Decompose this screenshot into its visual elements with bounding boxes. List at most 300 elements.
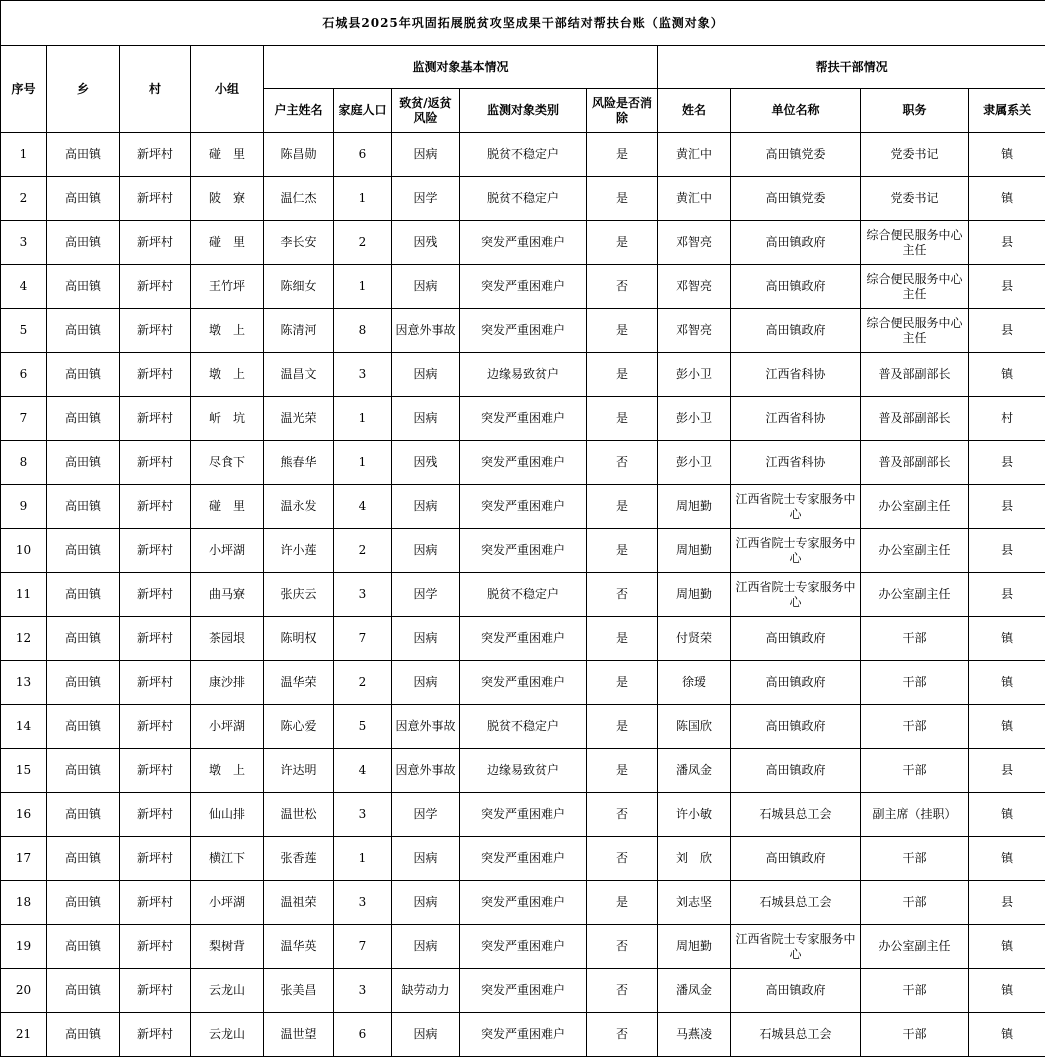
cell-township: 高田镇 [47, 617, 120, 661]
cell-category: 突发严重困难户 [460, 397, 587, 441]
cell-family-size: 5 [334, 705, 392, 749]
cell-cadre-name: 邓智亮 [658, 221, 731, 265]
cell-township: 高田镇 [47, 969, 120, 1013]
cell-index: 15 [1, 749, 47, 793]
cell-position: 党委书记 [861, 133, 969, 177]
cell-householder: 李长安 [264, 221, 334, 265]
cell-village: 新坪村 [120, 837, 191, 881]
cell-category: 突发严重困难户 [460, 441, 587, 485]
cell-cadre-name: 潘凤金 [658, 749, 731, 793]
cell-unit: 高田镇政府 [731, 969, 861, 1013]
cell-category: 脱贫不稳定户 [460, 573, 587, 617]
cell-risk: 因意外事故 [392, 705, 460, 749]
cell-eliminated: 是 [587, 177, 658, 221]
header-village: 村 [120, 46, 191, 133]
cell-group: 尽食下 [191, 441, 264, 485]
cell-risk: 因残 [392, 221, 460, 265]
cell-family-size: 2 [334, 221, 392, 265]
cell-group: 横江下 [191, 837, 264, 881]
cell-index: 2 [1, 177, 47, 221]
cell-unit: 江西省院士专家服务中心 [731, 485, 861, 529]
cell-cadre-name: 黄汇中 [658, 177, 731, 221]
cell-affiliation: 县 [969, 485, 1045, 529]
cell-village: 新坪村 [120, 529, 191, 573]
cell-risk: 缺劳动力 [392, 969, 460, 1013]
cell-group: 小坪湖 [191, 705, 264, 749]
cell-cadre-name: 许小敏 [658, 793, 731, 837]
table-row [1, 617, 1045, 661]
header-help-group: 帮扶干部情况 [658, 46, 1045, 89]
header-monitor-group: 监测对象基本情况 [264, 46, 658, 89]
cell-index: 12 [1, 617, 47, 661]
header-row-1 [1, 46, 1045, 89]
cell-unit: 江西省科协 [731, 441, 861, 485]
cell-family-size: 1 [334, 265, 392, 309]
cell-householder: 温昌文 [264, 353, 334, 397]
cell-cadre-name: 周旭勤 [658, 485, 731, 529]
table-row [1, 221, 1045, 265]
table-row [1, 793, 1045, 837]
cell-eliminated: 否 [587, 837, 658, 881]
cell-index: 20 [1, 969, 47, 1013]
table-row [1, 441, 1045, 485]
cell-affiliation: 镇 [969, 177, 1045, 221]
table-row [1, 133, 1045, 177]
cell-affiliation: 镇 [969, 837, 1045, 881]
cell-unit: 石城县总工会 [731, 793, 861, 837]
cell-cadre-name: 陈国欣 [658, 705, 731, 749]
cell-unit: 高田镇政府 [731, 265, 861, 309]
cell-householder: 陈昌勋 [264, 133, 334, 177]
cell-township: 高田镇 [47, 265, 120, 309]
cell-eliminated: 是 [587, 749, 658, 793]
cell-family-size: 8 [334, 309, 392, 353]
cell-cadre-name: 彭小卫 [658, 397, 731, 441]
cell-unit: 江西省科协 [731, 353, 861, 397]
cell-family-size: 6 [334, 133, 392, 177]
table-row [1, 573, 1045, 617]
cell-cadre-name: 潘凤金 [658, 969, 731, 1013]
cell-index: 9 [1, 485, 47, 529]
cell-cadre-name: 周旭勤 [658, 573, 731, 617]
cell-unit: 高田镇政府 [731, 661, 861, 705]
cell-unit: 高田镇政府 [731, 221, 861, 265]
cell-affiliation: 县 [969, 265, 1045, 309]
cell-township: 高田镇 [47, 441, 120, 485]
cell-village: 新坪村 [120, 925, 191, 969]
table-row [1, 749, 1045, 793]
cell-village: 新坪村 [120, 661, 191, 705]
cell-group: 碰 里 [191, 133, 264, 177]
cell-category: 突发严重困难户 [460, 1013, 587, 1057]
cell-family-size: 3 [334, 573, 392, 617]
cell-unit: 石城县总工会 [731, 881, 861, 925]
cell-eliminated: 是 [587, 617, 658, 661]
cell-risk: 因病 [392, 133, 460, 177]
header-cadre-name: 姓名 [658, 89, 731, 133]
cell-village: 新坪村 [120, 265, 191, 309]
cell-township: 高田镇 [47, 309, 120, 353]
cell-cadre-name: 邓智亮 [658, 265, 731, 309]
cell-group: 王竹坪 [191, 265, 264, 309]
cell-householder: 许达明 [264, 749, 334, 793]
cell-risk: 因病 [392, 881, 460, 925]
cell-village: 新坪村 [120, 309, 191, 353]
cell-unit: 江西省科协 [731, 397, 861, 441]
cell-township: 高田镇 [47, 529, 120, 573]
cell-group: 云龙山 [191, 1013, 264, 1057]
cell-index: 18 [1, 881, 47, 925]
cell-category: 突发严重困难户 [460, 309, 587, 353]
cell-position: 普及部副部长 [861, 353, 969, 397]
table-row [1, 661, 1045, 705]
cell-index: 4 [1, 265, 47, 309]
cell-village: 新坪村 [120, 1013, 191, 1057]
cell-householder: 温光荣 [264, 397, 334, 441]
cell-householder: 张美昌 [264, 969, 334, 1013]
cell-affiliation: 镇 [969, 925, 1045, 969]
cell-group: 墩 上 [191, 353, 264, 397]
cell-affiliation: 县 [969, 529, 1045, 573]
cell-category: 突发严重困难户 [460, 881, 587, 925]
cell-unit: 高田镇党委 [731, 177, 861, 221]
cell-index: 5 [1, 309, 47, 353]
cell-position: 办公室副主任 [861, 485, 969, 529]
table-row [1, 529, 1045, 573]
cell-category: 脱贫不稳定户 [460, 705, 587, 749]
cell-cadre-name: 周旭勤 [658, 529, 731, 573]
header-family-size: 家庭人口 [334, 89, 392, 133]
cell-position: 干部 [861, 705, 969, 749]
cell-eliminated: 否 [587, 925, 658, 969]
cell-risk: 因学 [392, 177, 460, 221]
cell-position: 副主席（挂职） [861, 793, 969, 837]
cell-family-size: 3 [334, 793, 392, 837]
cell-index: 14 [1, 705, 47, 749]
cell-risk: 因病 [392, 265, 460, 309]
cell-township: 高田镇 [47, 133, 120, 177]
cell-village: 新坪村 [120, 573, 191, 617]
cell-eliminated: 否 [587, 441, 658, 485]
cell-index: 17 [1, 837, 47, 881]
cell-index: 1 [1, 133, 47, 177]
cell-township: 高田镇 [47, 881, 120, 925]
cell-affiliation: 县 [969, 749, 1045, 793]
cell-group: 云龙山 [191, 969, 264, 1013]
cell-index: 11 [1, 573, 47, 617]
table-row [1, 353, 1045, 397]
header-township: 乡 [47, 46, 120, 133]
cell-householder: 陈心爱 [264, 705, 334, 749]
cell-category: 边缘易致贫户 [460, 749, 587, 793]
cell-category: 突发严重困难户 [460, 925, 587, 969]
cell-risk: 因病 [392, 353, 460, 397]
cell-eliminated: 是 [587, 353, 658, 397]
cell-risk: 因病 [392, 1013, 460, 1057]
cell-township: 高田镇 [47, 749, 120, 793]
cell-affiliation: 镇 [969, 1013, 1045, 1057]
cell-group: 小坪湖 [191, 881, 264, 925]
cell-village: 新坪村 [120, 881, 191, 925]
cell-risk: 因学 [392, 793, 460, 837]
cell-unit: 高田镇政府 [731, 309, 861, 353]
cell-family-size: 2 [334, 661, 392, 705]
cell-village: 新坪村 [120, 705, 191, 749]
cell-index: 13 [1, 661, 47, 705]
cell-position: 干部 [861, 617, 969, 661]
cell-village: 新坪村 [120, 617, 191, 661]
cell-affiliation: 镇 [969, 969, 1045, 1013]
cell-position: 干部 [861, 749, 969, 793]
cell-family-size: 4 [334, 749, 392, 793]
header-position: 职务 [861, 89, 969, 133]
cell-index: 10 [1, 529, 47, 573]
header-risk: 致贫/返贫风险 [392, 89, 460, 133]
cell-family-size: 3 [334, 353, 392, 397]
cell-township: 高田镇 [47, 573, 120, 617]
cell-category: 突发严重困难户 [460, 617, 587, 661]
cell-affiliation: 县 [969, 309, 1045, 353]
cell-cadre-name: 马燕凌 [658, 1013, 731, 1057]
cell-affiliation: 镇 [969, 661, 1045, 705]
cell-unit: 高田镇党委 [731, 133, 861, 177]
cell-risk: 因病 [392, 617, 460, 661]
table-row [1, 1013, 1045, 1057]
cell-eliminated: 否 [587, 573, 658, 617]
cell-risk: 因病 [392, 925, 460, 969]
cell-risk: 因病 [392, 485, 460, 529]
cell-category: 突发严重困难户 [460, 793, 587, 837]
cell-category: 脱贫不稳定户 [460, 133, 587, 177]
cell-category: 突发严重困难户 [460, 529, 587, 573]
cell-township: 高田镇 [47, 397, 120, 441]
cell-index: 16 [1, 793, 47, 837]
cell-group: 碰 里 [191, 485, 264, 529]
cell-unit: 高田镇政府 [731, 705, 861, 749]
table-row [1, 705, 1045, 749]
cell-risk: 因病 [392, 529, 460, 573]
cell-unit: 高田镇政府 [731, 617, 861, 661]
cell-householder: 许小莲 [264, 529, 334, 573]
cell-township: 高田镇 [47, 353, 120, 397]
cell-risk: 因病 [392, 837, 460, 881]
cell-family-size: 2 [334, 529, 392, 573]
cell-affiliation: 县 [969, 573, 1045, 617]
cell-householder: 温世松 [264, 793, 334, 837]
cell-township: 高田镇 [47, 837, 120, 881]
cell-position: 办公室副主任 [861, 925, 969, 969]
cell-eliminated: 否 [587, 265, 658, 309]
cell-cadre-name: 徐瑷 [658, 661, 731, 705]
cell-group: 小坪湖 [191, 529, 264, 573]
cell-affiliation: 镇 [969, 793, 1045, 837]
cell-position: 普及部副部长 [861, 441, 969, 485]
cell-affiliation: 镇 [969, 353, 1045, 397]
cell-householder: 陈明权 [264, 617, 334, 661]
cell-risk: 因意外事故 [392, 749, 460, 793]
cell-index: 8 [1, 441, 47, 485]
cell-householder: 温永发 [264, 485, 334, 529]
cell-householder: 陈细女 [264, 265, 334, 309]
cell-index: 7 [1, 397, 47, 441]
cell-index: 3 [1, 221, 47, 265]
cell-township: 高田镇 [47, 177, 120, 221]
cell-cadre-name: 邓智亮 [658, 309, 731, 353]
table-row [1, 485, 1045, 529]
header-affiliation: 隶属系关 [969, 89, 1045, 133]
cell-family-size: 1 [334, 441, 392, 485]
cell-cadre-name: 彭小卫 [658, 441, 731, 485]
cell-group: 康沙排 [191, 661, 264, 705]
cell-cadre-name: 刘 欣 [658, 837, 731, 881]
cell-township: 高田镇 [47, 485, 120, 529]
cell-risk: 因意外事故 [392, 309, 460, 353]
cell-householder: 陈清河 [264, 309, 334, 353]
cell-eliminated: 是 [587, 309, 658, 353]
cell-position: 干部 [861, 881, 969, 925]
cell-eliminated: 是 [587, 397, 658, 441]
cell-group: 茶园垠 [191, 617, 264, 661]
cell-eliminated: 否 [587, 793, 658, 837]
cell-group: 碰 里 [191, 221, 264, 265]
cell-eliminated: 是 [587, 529, 658, 573]
cell-affiliation: 镇 [969, 617, 1045, 661]
cell-unit: 江西省院士专家服务中心 [731, 529, 861, 573]
cell-category: 突发严重困难户 [460, 265, 587, 309]
cell-position: 办公室副主任 [861, 573, 969, 617]
cell-index: 21 [1, 1013, 47, 1057]
cell-position: 干部 [861, 1013, 969, 1057]
page-title: 石城县2025年巩固拓展脱贫攻坚成果干部结对帮扶台账（监测对象） [1, 1, 1045, 46]
cell-township: 高田镇 [47, 1013, 120, 1057]
cell-family-size: 3 [334, 881, 392, 925]
cell-eliminated: 是 [587, 705, 658, 749]
cell-unit: 高田镇政府 [731, 749, 861, 793]
cell-eliminated: 是 [587, 485, 658, 529]
cell-index: 6 [1, 353, 47, 397]
cell-family-size: 1 [334, 837, 392, 881]
cell-village: 新坪村 [120, 793, 191, 837]
cell-index: 19 [1, 925, 47, 969]
cell-affiliation: 镇 [969, 705, 1045, 749]
cell-risk: 因病 [392, 397, 460, 441]
cell-family-size: 6 [334, 1013, 392, 1057]
cell-cadre-name: 周旭勤 [658, 925, 731, 969]
cell-village: 新坪村 [120, 353, 191, 397]
header-group: 小组 [191, 46, 264, 133]
cell-group: 梨树背 [191, 925, 264, 969]
cell-family-size: 7 [334, 925, 392, 969]
cell-unit: 江西省院士专家服务中心 [731, 573, 861, 617]
cell-village: 新坪村 [120, 485, 191, 529]
cell-position: 党委书记 [861, 177, 969, 221]
cell-group: 仙山排 [191, 793, 264, 837]
cell-position: 干部 [861, 969, 969, 1013]
header-index: 序号 [1, 46, 47, 133]
cell-cadre-name: 彭小卫 [658, 353, 731, 397]
cell-cadre-name: 付贤荣 [658, 617, 731, 661]
cell-village: 新坪村 [120, 749, 191, 793]
cell-category: 脱贫不稳定户 [460, 177, 587, 221]
title-row [1, 1, 1045, 46]
cell-householder: 熊春华 [264, 441, 334, 485]
cell-position: 普及部副部长 [861, 397, 969, 441]
cell-group: 陂 寮 [191, 177, 264, 221]
cell-family-size: 7 [334, 617, 392, 661]
cell-township: 高田镇 [47, 661, 120, 705]
table-row [1, 837, 1045, 881]
cell-group: 墩 上 [191, 749, 264, 793]
cell-householder: 张香莲 [264, 837, 334, 881]
cell-householder: 温仁杰 [264, 177, 334, 221]
cell-township: 高田镇 [47, 705, 120, 749]
cell-position: 办公室副主任 [861, 529, 969, 573]
cell-township: 高田镇 [47, 221, 120, 265]
cell-householder: 温华英 [264, 925, 334, 969]
cell-township: 高田镇 [47, 925, 120, 969]
cell-cadre-name: 黄汇中 [658, 133, 731, 177]
header-eliminated: 风险是否消除 [587, 89, 658, 133]
cell-householder: 温华荣 [264, 661, 334, 705]
cell-affiliation: 县 [969, 441, 1045, 485]
cell-category: 突发严重困难户 [460, 221, 587, 265]
cell-category: 突发严重困难户 [460, 661, 587, 705]
cell-village: 新坪村 [120, 221, 191, 265]
cell-unit: 江西省院士专家服务中心 [731, 925, 861, 969]
header-unit: 单位名称 [731, 89, 861, 133]
cell-family-size: 4 [334, 485, 392, 529]
cell-affiliation: 村 [969, 397, 1045, 441]
table-row [1, 397, 1045, 441]
cell-position: 综合便民服务中心主任 [861, 265, 969, 309]
cell-township: 高田镇 [47, 793, 120, 837]
header-category: 监测对象类别 [460, 89, 587, 133]
cell-unit: 石城县总工会 [731, 1013, 861, 1057]
table-row [1, 881, 1045, 925]
cell-eliminated: 是 [587, 221, 658, 265]
cell-family-size: 1 [334, 177, 392, 221]
table-row [1, 309, 1045, 353]
cell-affiliation: 镇 [969, 133, 1045, 177]
table-row [1, 925, 1045, 969]
cell-position: 干部 [861, 837, 969, 881]
cell-householder: 温祖荣 [264, 881, 334, 925]
cell-cadre-name: 刘志坚 [658, 881, 731, 925]
cell-category: 突发严重困难户 [460, 837, 587, 881]
cell-affiliation: 县 [969, 221, 1045, 265]
cell-village: 新坪村 [120, 177, 191, 221]
cell-eliminated: 是 [587, 881, 658, 925]
cell-category: 突发严重困难户 [460, 969, 587, 1013]
cell-unit: 高田镇政府 [731, 837, 861, 881]
cell-group: 岓 坑 [191, 397, 264, 441]
table-row [1, 177, 1045, 221]
header-householder: 户主姓名 [264, 89, 334, 133]
cell-family-size: 1 [334, 397, 392, 441]
cell-village: 新坪村 [120, 397, 191, 441]
cell-eliminated: 是 [587, 661, 658, 705]
cell-group: 墩 上 [191, 309, 264, 353]
cell-risk: 因病 [392, 661, 460, 705]
table-row [1, 265, 1045, 309]
cell-group: 曲马寮 [191, 573, 264, 617]
cell-eliminated: 否 [587, 969, 658, 1013]
cell-village: 新坪村 [120, 969, 191, 1013]
cell-position: 综合便民服务中心主任 [861, 309, 969, 353]
cell-eliminated: 是 [587, 133, 658, 177]
cell-householder: 张庆云 [264, 573, 334, 617]
table-row [1, 969, 1045, 1013]
